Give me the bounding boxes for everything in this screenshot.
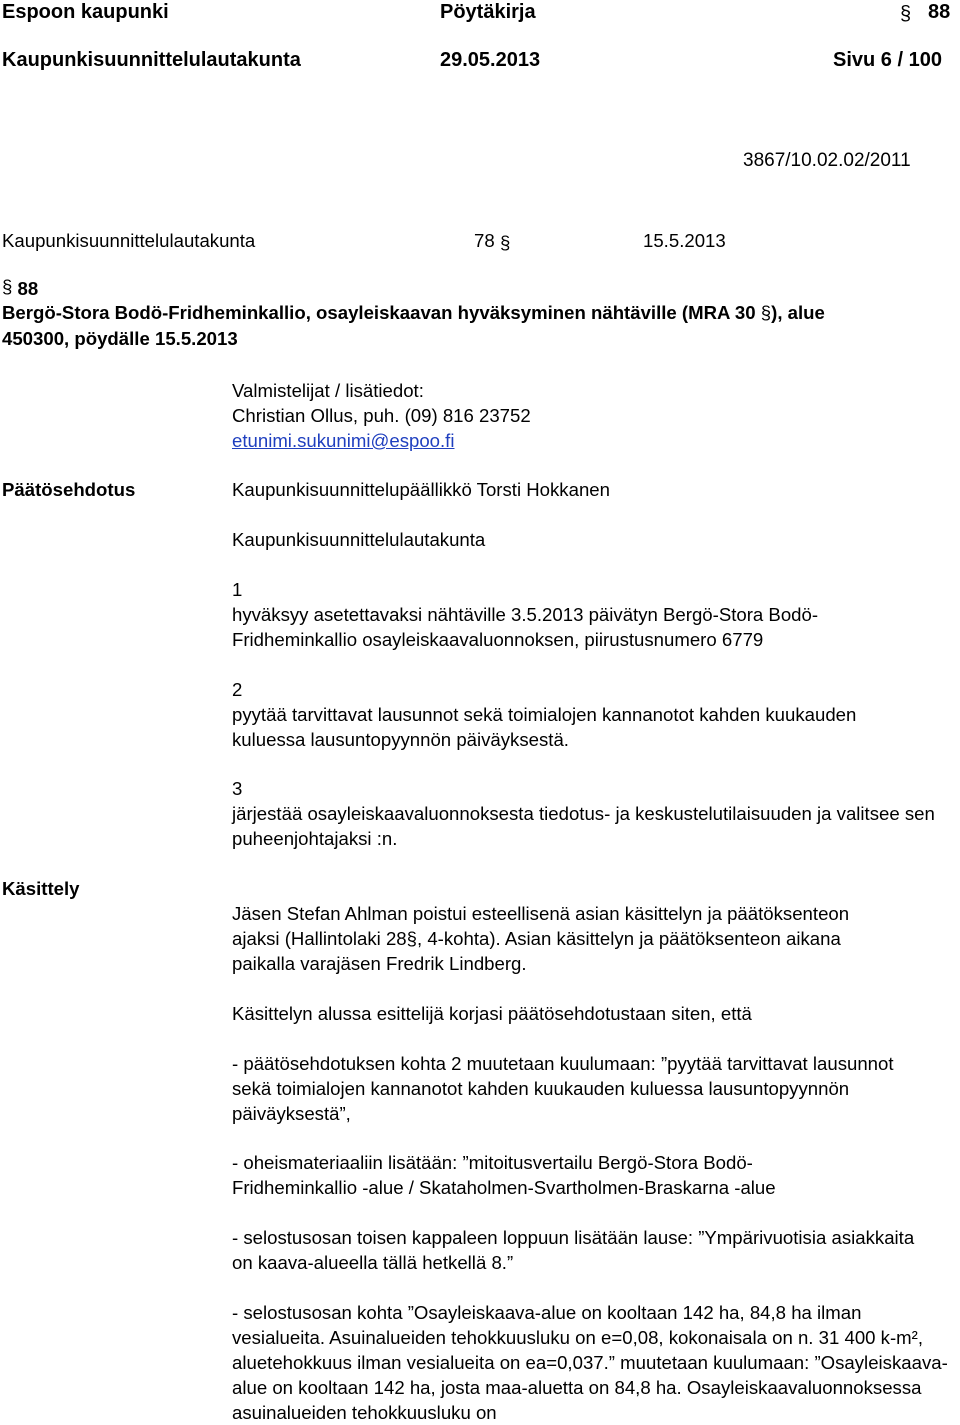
proposal-body: Kaupunkisuunnittelulautakunta <box>232 529 486 550</box>
point-3-text <box>232 801 942 851</box>
handling-p1-b: , 4-kohta). Asian käsittelyn ja päätöksenteon aikana paikalla varajäsen Fredrik Lindberg. <box>232 928 841 974</box>
meeting-date: 29.05.2013 <box>440 49 541 71</box>
point-3-text-a: järjestää osayleiskaavaluonnoksesta tiedotus- ja keskustelutilaisuuden ja valitsee sen puheenjohtajaksi <box>232 803 935 849</box>
handling-paragraph-3: - päätösehdotuksen kohta 2 muutetaan kuulumaan: ”pyytää tarvittavat lausunnot sekä toimialojen kannanotot kahden kuukauden kuluessa lausuntopyynnön päiväyksestä”, <box>232 1053 894 1124</box>
handling-p1-a: Jäsen Stefan Ahlman poistui esteellisenä asian käsittelyn ja päätöksenteon ajaksi (Hallintolaki 28 <box>232 903 850 949</box>
previous-date: 15.5.2013 <box>643 230 726 251</box>
city-name: Espoon kaupunki <box>2 1 169 23</box>
item-title-part-b: ), alue <box>771 302 825 323</box>
preparers-label: Valmistelijat / lisätiedot: <box>232 380 424 401</box>
item-title-line1 <box>2 300 825 325</box>
document-type: Pöytäkirja <box>440 1 536 23</box>
page-number: Sivu 6 / 100 <box>833 49 942 71</box>
item-title-line2: 450300, pöydälle 15.5.2013 <box>2 328 238 349</box>
item-number <box>2 276 38 301</box>
point-3-number: 3 <box>232 778 243 799</box>
section-mark-icon: § <box>406 928 417 949</box>
diary-number: 3867/10.02.02/2011 <box>743 150 911 171</box>
section-mark-icon: § <box>755 302 772 323</box>
preparer-email-link[interactable]: etunimi.sukunimi@espoo.fi <box>232 430 455 451</box>
preparer-name-phone: Christian Ollus, puh. (09) 816 23752 <box>232 405 531 426</box>
point-2-text: pyytää tarvittavat lausunnot sekä toimialojen kannanotot kahden kuukauden kuluessa lausuntopyynnön päiväyksestä. <box>232 704 857 750</box>
section-mark-icon: § <box>500 232 511 253</box>
section-number: 88 <box>928 1 951 23</box>
handling-paragraph-2: Käsittelyn alussa esittelijä korjasi päätösehdotustaan siten, että <box>232 1003 752 1024</box>
item-title-part-a: Bergö-Stora Bodö-Fridheminkallio, osayleiskaavan hyväksyminen nähtäville (MRA 30 <box>2 302 756 323</box>
section-mark-icon: § <box>900 3 912 25</box>
previous-committee: Kaupunkisuunnittelulautakunta <box>2 230 256 251</box>
previous-number: 78 <box>474 230 495 251</box>
point-2-number: 2 <box>232 679 243 700</box>
handling-paragraph-6: - selostusosan kohta ”Osayleiskaava-alue on kooltaan 142 ha, 84,8 ha ilman vesialueita. Asuinalueiden tehokkuusluku on e=0,08, kokonaisala on n. 31 400 k-m², aluetehokkuus ilman vesialueita on ea=0,037.” muutetaan kuulumaan: ”Osayleiskaava-alue on kooltaan 142 ha, josta maa-aluetta on 84,8 ha. Osayleiskaavaluonnoksessa asuinalueiden tehokkuusluku on <box>232 1302 948 1423</box>
handling-paragraph-5: - selostusosan toisen kappaleen loppuun lisätään lause: ”Ympärivuotisia asiakkaita on kaava-alueella tällä hetkellä 8.” <box>232 1227 915 1273</box>
handling-heading: Käsittely <box>2 878 80 899</box>
handling-paragraph-4: - oheismateriaaliin lisätään: ”mitoitusvertailu Bergö-Stora Bodö-Fridheminkallio -alue / Skataholmen-Svartholmen-Braskarna -alue <box>232 1152 776 1198</box>
item-number-text: 88 <box>17 278 39 299</box>
section-mark-icon: § <box>2 276 13 297</box>
proposal-heading: Päätösehdotus <box>2 479 136 500</box>
point-1-text: hyväksyy asetettavaksi nähtäville 3.5.2013 päivätyn Bergö-Stora Bodö-Fridheminkallio osayleiskaavaluonnoksen, piirustusnumero 6779 <box>232 604 819 650</box>
proposal-presenter: Kaupunkisuunnittelupäällikkö Torsti Hokkanen <box>232 479 610 500</box>
point-1-number: 1 <box>232 579 243 600</box>
committee-name: Kaupunkisuunnittelulautakunta <box>2 49 301 71</box>
handling-paragraph-1 <box>232 901 872 976</box>
point-3-text-b: :n. <box>376 828 398 849</box>
